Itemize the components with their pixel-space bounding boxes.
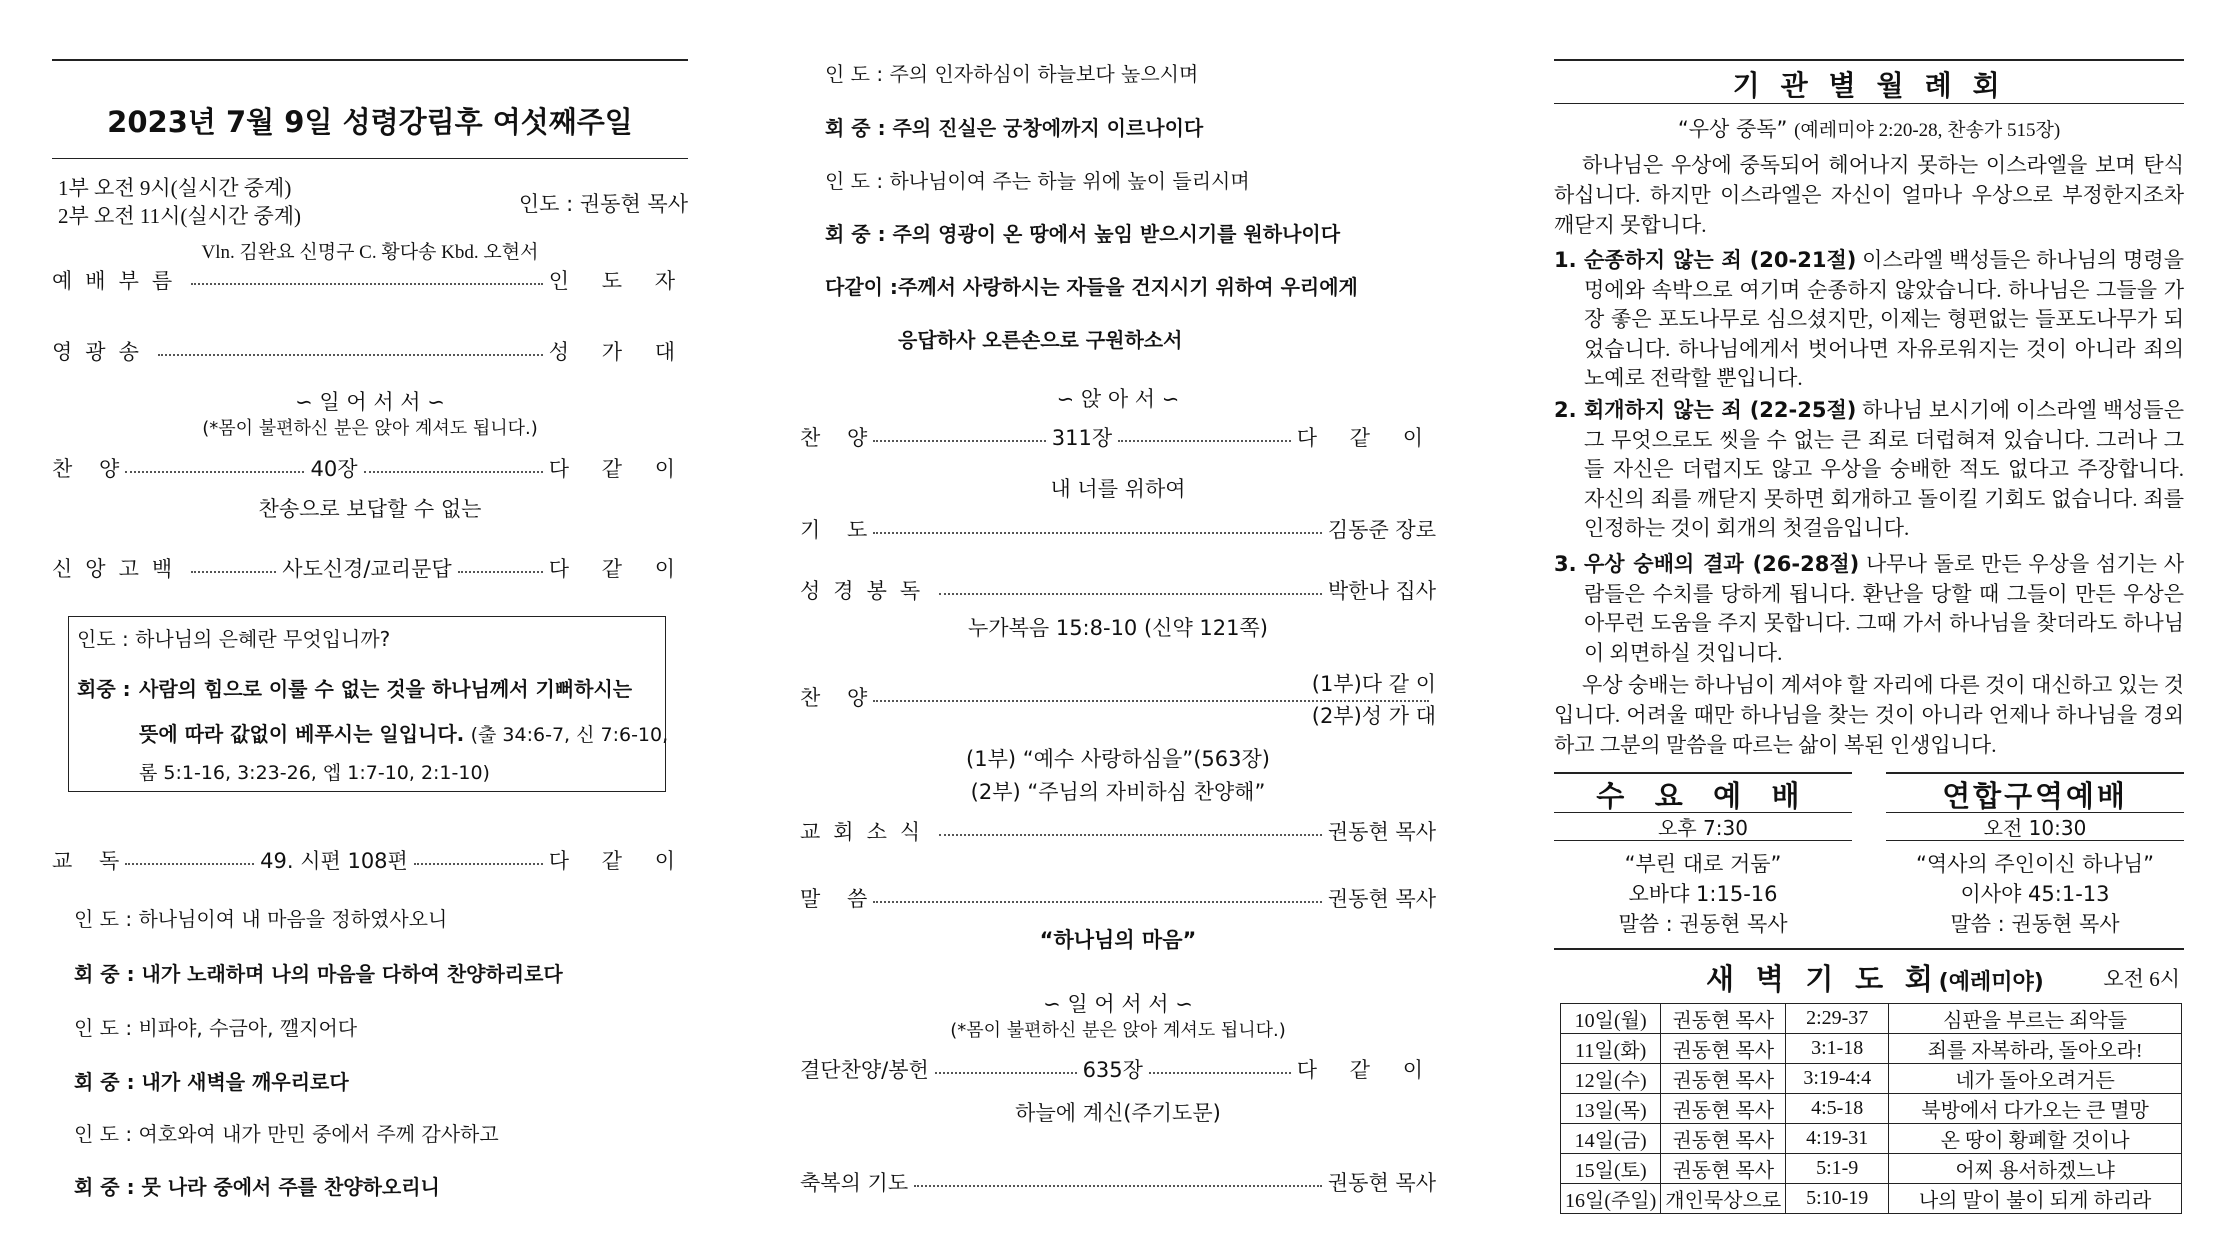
response-all-2: 응답하사 오른손으로 구원하소서 (898, 328, 1183, 352)
scripture-reference: 누가복음 15:8-10 (신약 121쪽) (968, 616, 1268, 640)
hymn-title: 찬송으로 보답할 수 없는 (258, 497, 482, 521)
item-label: 찬 양 (52, 457, 120, 481)
joint-time: 오전 10:30 (1983, 816, 2087, 840)
schedule-date: 14일(금) (1561, 1124, 1661, 1154)
hymn-number: 40장 (310, 457, 358, 481)
schedule-leader: 권동현 목사 (1661, 1064, 1786, 1094)
schedule-leader: 권동현 목사 (1661, 1154, 1786, 1184)
response-congregation: 회 중 : 주의 진실은 궁창에까지 이르나이다 (825, 116, 1204, 140)
response-congregation: 회 중 : 주의 영광이 온 땅에서 높임 받으시기를 원하나이다 (825, 222, 1341, 246)
point-2 (1554, 396, 2184, 544)
hymn-number: 311장 (1051, 426, 1113, 450)
response-all-label: 다같이 : (825, 275, 898, 299)
response-congregation: 회 중 : 뭇 나라 중에서 주를 찬양하오리니 (74, 1175, 440, 1199)
hymn-number: 635장 (1082, 1058, 1143, 1082)
point-heading: 회개하지 않는 죄 (22-25절) (1584, 398, 1857, 422)
item-label: 예배부름 (52, 269, 186, 293)
bulletin-title: 2023년 7월 9일 성령강림후 여섯째주일 (107, 105, 633, 139)
schedule-passage: 4:19-31 (1786, 1124, 1889, 1154)
catechism-ref-2: 롬 5:1-16, 3:23-26, 엡 1:7-10, 2:1-10) (139, 762, 490, 784)
prayer-line (800, 515, 1436, 543)
point-body: 하나님 보시기에 이스라엘 백성들은 그 무엇으로도 씻을 수 없는 큰 죄로 더럽혀져 있습니다. 그러나 그들 자신은 더럽지도 않고 우상을 숭배한 적도 없다고 주장합니다. 자신의 죄를 깨닫지 못하면 회개하고 돌이킬 기회도 없습니다. 죄를 인정하는 것이 회개의 첫걸음입니다. (1584, 398, 2184, 540)
item-label: 교 독 (52, 849, 120, 873)
service-time-2: 2부 오전 11시(실시간 중계) (58, 204, 302, 228)
schedule-leader: 권동현 목사 (1661, 1124, 1786, 1154)
offering-line (800, 1055, 1436, 1083)
schedule-passage: 3:19-4:4 (1786, 1064, 1889, 1094)
dawn-prayer-book: (예레미야) (1938, 970, 2044, 995)
sit-marker: ∽ 앉 아 서 ∽ (1056, 387, 1180, 411)
title-rule (52, 158, 688, 159)
schedule-leader: 개인묵상으로 (1661, 1184, 1786, 1214)
box-rule (1886, 840, 2184, 841)
joint-reference: 이사야 45:1-13 (1960, 882, 2110, 906)
schedule-row (1561, 1034, 2182, 1064)
joint-preacher: 말씀 : 권동현 목사 (1950, 912, 2120, 936)
schedule-row (1561, 1154, 2182, 1184)
reading-text: 49. 시편 108편 (260, 849, 408, 873)
schedule-passage: 5:10-19 (1786, 1184, 1889, 1214)
catechism-answer-1: 사람의 힘으로 이룰 수 없는 것을 하나님께서 기뻐하시는 (139, 677, 633, 701)
item-role: 김동준 장로 (1327, 518, 1436, 542)
response-all-1: 주께서 사랑하시는 자들을 건지시기 위하여 우리에게 (898, 275, 1358, 299)
dawn-prayer-rule (1554, 948, 2184, 950)
hymn-title: 내 너를 위하여 (1050, 477, 1186, 501)
item-role: 권동현 목사 (1327, 887, 1436, 911)
study-reference: (예레미야 2:20-28, 찬송가 515장) (1794, 120, 2061, 141)
schedule-leader: 권동현 목사 (1661, 1004, 1786, 1034)
schedule-row (1561, 1064, 2182, 1094)
item-role: 성 가 대 (548, 340, 688, 364)
item-role: 권동현 목사 (1327, 1171, 1436, 1195)
dawn-prayer-time: 오전 6시 (2103, 967, 2180, 991)
point-number: 2. (1554, 398, 1577, 422)
benediction-line (800, 1168, 1436, 1196)
joint-title: 연합구역예배 (1942, 779, 2128, 813)
schedule-title: 죄를 자복하라, 돌아오라! (1889, 1034, 2182, 1064)
response-leader: 인 도 : 하나님이여 내 마음을 정하였사오니 (74, 907, 448, 931)
sermon-line (800, 884, 1436, 912)
schedule-title: 네가 돌아오려거든 (1889, 1064, 2182, 1094)
joint-sermon: “역사의 주인이신 하나님” (1916, 852, 2154, 876)
hymn-line (52, 454, 688, 482)
musicians: Vln. 김완요 신명구 C. 황다송 Kbd. 오현서 (201, 242, 539, 263)
schedule-title: 온 땅이 황폐할 것이나 (1889, 1124, 2182, 1154)
study-subtitle (1554, 113, 2184, 143)
header-rule-bottom (1554, 103, 2184, 104)
hymn-line (800, 423, 1436, 451)
responsive-reading-line (52, 846, 688, 874)
schedule-leader: 권동현 목사 (1661, 1094, 1786, 1124)
point-3 (1554, 550, 2184, 668)
dawn-prayer-title: 새 벽 기 도 회 (1706, 962, 1939, 996)
schedule-date: 15일(토) (1561, 1154, 1661, 1184)
item-label: 축복의 기도 (800, 1171, 909, 1195)
intro-paragraph: 하나님은 우상에 중독되어 헤어나지 못하는 이스라엘을 보며 탄식하십니다. 하지만 이스라엘은 자신이 얼마나 우상으로 부정한지조차 깨닫지 못합니다. (1554, 153, 2184, 237)
schedule-date: 16일(주일) (1561, 1184, 1661, 1214)
schedule-leader: 권동현 목사 (1661, 1034, 1786, 1064)
schedule-title: 심판을 부르는 죄악들 (1889, 1004, 2182, 1034)
wednesday-sermon: “부린 대로 거둠” (1624, 852, 1782, 876)
schedule-title: 어찌 용서하겠느냐 (1889, 1154, 2182, 1184)
catechism-ref-1: (출 34:6-7, 신 7:6-10, (470, 724, 669, 746)
item-label: 찬 양 (800, 426, 868, 450)
schedule-row (1561, 1124, 2182, 1154)
dawn-prayer-heading (1706, 957, 2044, 998)
item-label: 영광송 (52, 340, 152, 364)
schedule-date: 13일(목) (1561, 1094, 1661, 1124)
catechism-question: 인도 : 하나님의 은혜란 무엇입니까? (77, 627, 391, 651)
item-role: 다 같 이 (548, 457, 689, 481)
joint-district-service (1886, 772, 2184, 948)
sermon-title: “하나님의 마음” (1039, 928, 1197, 952)
wednesday-service (1554, 772, 1852, 948)
item-role: 다 같 이 (548, 849, 689, 873)
point-heading: 순종하지 않는 죄 (20-21절) (1584, 248, 1857, 272)
schedule-passage: 4:5-18 (1786, 1094, 1889, 1124)
point-body: 나무나 돌로 만든 우상을 섬기는 사람들은 수치를 당하게 됩니다. 환난을 당할 때 그들이 만든 우상은 아무런 도움을 주지 못합니다. 그때 가서 하나님을 찾더라도 하나님이 외면하실 것입니다. (1584, 552, 2184, 665)
point-body: 이스라엘 백성들은 하나님의 명령을 멍에와 속박으로 여기며 순종하지 않았습니다. 하나님은 그들을 가장 좋은 포도나무로 심으셨지만, 이제는 형편없는 들포도나무가 되었습니다. 하나님에게서 벗어나면 자유로워지는 것이 아니라 죄의 노예로 전락할 뿐입니다. (1584, 248, 2184, 390)
point-heading: 우상 숭배의 결과 (26-28절) (1584, 552, 1860, 576)
monthly-meeting-title: 기 관 별 월 례 회 (1732, 69, 2006, 102)
item-label: 교회소식 (800, 820, 934, 844)
item-role: 다 같 이 (1296, 1058, 1437, 1082)
call-to-worship-line (52, 266, 688, 294)
response-congregation: 회 중 : 내가 노래하며 나의 마음을 다하여 찬양하리로다 (74, 962, 563, 986)
stand-marker: ∽ 일 어 서 서 ∽ (1043, 992, 1193, 1016)
scripture-line (800, 576, 1436, 604)
response-leader: 인 도 : 하나님이여 주는 하늘 위에 높이 들리시며 (825, 169, 1250, 193)
offering-title: 하늘에 계신(주기도문) (1015, 1101, 1221, 1125)
top-rule (52, 59, 688, 61)
item-label: 결단찬양/봉헌 (800, 1058, 929, 1082)
dawn-prayer-schedule (1560, 1003, 2182, 1214)
wednesday-reference: 오바댜 1:15-16 (1628, 882, 1778, 906)
box-rule (1554, 840, 1852, 841)
choir-role-2: (2부)성 가 대 (1311, 704, 1436, 728)
catechism-answer-2-text: 뜻에 따라 값없이 베푸시는 일입니다. (139, 722, 465, 746)
catechism-answer-label: 회중 : (77, 677, 131, 701)
wednesday-preacher: 말씀 : 권동현 목사 (1618, 912, 1788, 936)
point-number: 3. (1554, 552, 1577, 576)
item-role: 인 도 자 (548, 269, 688, 293)
schedule-date: 10일(월) (1561, 1004, 1661, 1034)
monthly-meeting-panel (1554, 0, 2184, 1234)
item-role: 다 같 이 (548, 557, 689, 581)
point-1 (1554, 246, 2184, 394)
choir-song-1: (1부) “예수 사랑하심을”(563장) (966, 747, 1270, 771)
stand-marker: ∽ 일 어 서 서 ∽ (295, 390, 445, 414)
service-time-1: 1부 오전 9시(실시간 중계) (58, 176, 292, 200)
schedule-passage: 2:29-37 (1786, 1004, 1889, 1034)
choir-role-1: (1부)다 같 이 (1311, 672, 1436, 696)
item-role: 박한나 집사 (1327, 579, 1436, 603)
schedule-date: 12일(수) (1561, 1064, 1661, 1094)
study-title: “우상 중독” (1677, 117, 1788, 141)
item-label: 성경봉독 (800, 579, 934, 603)
item-label: 신앙고백 (52, 557, 186, 581)
wednesday-title: 수 요 예 배 (1596, 779, 1810, 813)
item-role: 권동현 목사 (1327, 820, 1436, 844)
catechism-box (68, 616, 669, 792)
schedule-row (1561, 1094, 2182, 1124)
catechism-answer-2 (139, 718, 668, 747)
schedule-row (1561, 1184, 2182, 1214)
choir-song-2: (2부) “주님의 자비하심 찬양해” (970, 780, 1266, 804)
item-label: 말 씀 (800, 887, 868, 911)
order-of-worship-part2 (800, 0, 1436, 1234)
wednesday-time: 오후 7:30 (1658, 816, 1748, 840)
gloria-line (52, 337, 688, 365)
schedule-date: 11일(화) (1561, 1034, 1661, 1064)
schedule-title: 나의 말이 불이 되게 하리라 (1889, 1184, 2182, 1214)
item-label: 찬 양 (800, 686, 868, 710)
item-role: 다 같 이 (1296, 426, 1436, 450)
response-leader: 인 도 : 주의 인자하심이 하늘보다 높으시며 (825, 62, 1199, 86)
schedule-row (1561, 1004, 2182, 1034)
schedule-passage: 5:1-9 (1786, 1154, 1889, 1184)
announcements-line (800, 817, 1436, 845)
response-congregation: 회 중 : 내가 새벽을 깨우리로다 (74, 1070, 349, 1094)
point-number: 1. (1554, 248, 1577, 272)
header-rule-top (1554, 59, 2184, 61)
schedule-passage: 3:1-18 (1786, 1034, 1889, 1064)
order-of-worship-part1 (52, 0, 688, 1234)
response-leader: 인 도 : 여호와여 내가 만민 중에서 주께 감사하고 (74, 1122, 499, 1146)
service-leader: 인도 : 권동현 목사 (518, 192, 688, 216)
creed-text: 사도신경/교리문답 (282, 557, 452, 581)
creed-line (52, 554, 688, 582)
stand-note: (*몸이 불편하신 분은 앉아 계셔도 됩니다.) (202, 418, 538, 439)
item-label: 기 도 (800, 518, 868, 542)
outro-paragraph: 우상 숭배는 하나님이 계셔야 할 자리에 다른 것이 대신하고 있는 것입니다. 어려울 때만 하나님을 찾는 것이 아니라 언제나 하나님을 경외하고 그분의 말씀을 따르는 삶이 복된 인생입니다. (1554, 673, 2184, 757)
schedule-title: 북방에서 다가오는 큰 멸망 (1889, 1094, 2182, 1124)
stand-note: (*몸이 불편하신 분은 앉아 계셔도 됩니다.) (950, 1020, 1286, 1041)
response-leader: 인 도 : 비파야, 수금아, 깰지어다 (74, 1016, 358, 1040)
